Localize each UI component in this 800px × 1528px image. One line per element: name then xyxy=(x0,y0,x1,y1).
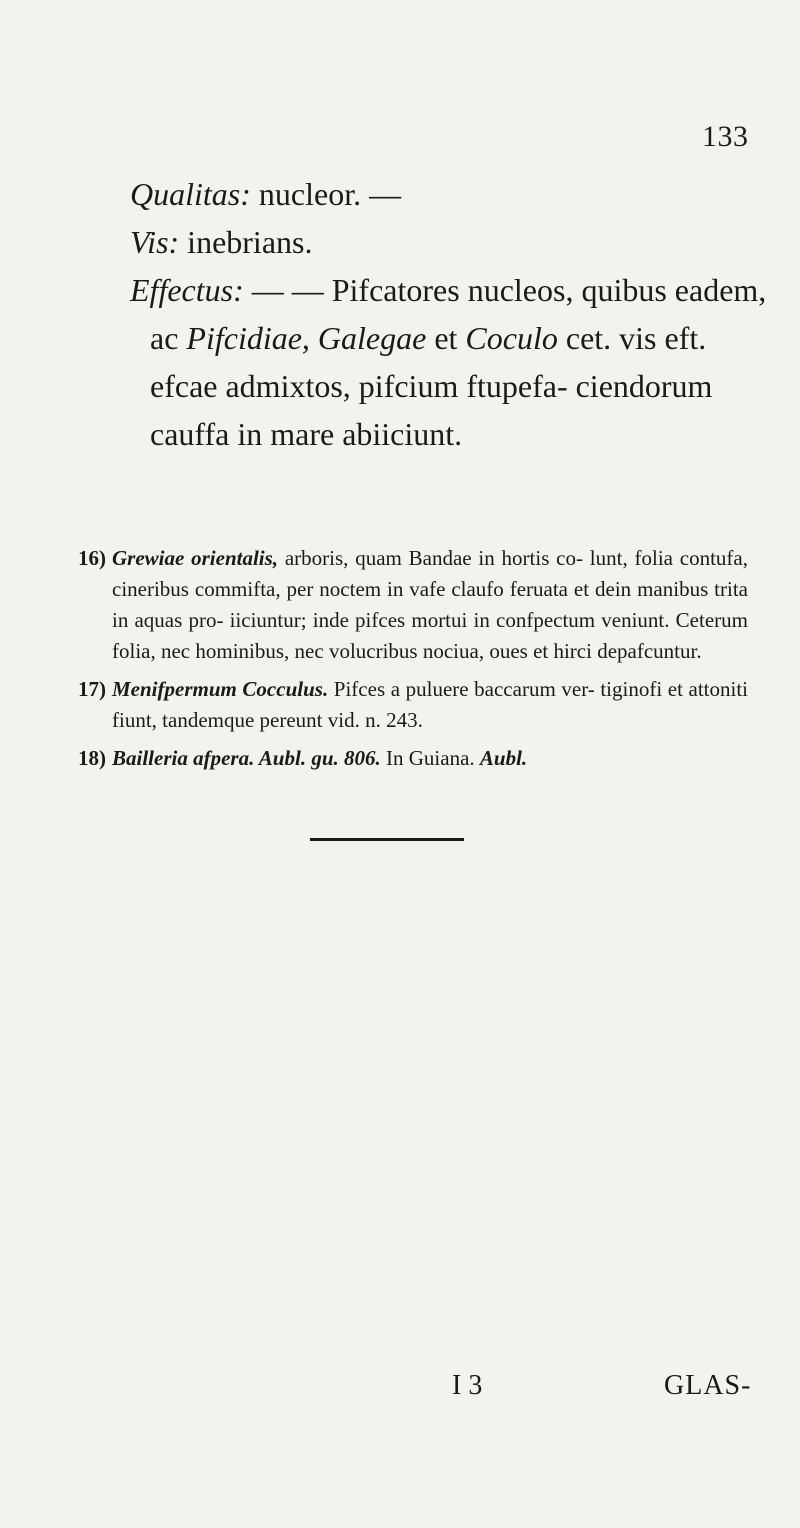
page-number: 133 xyxy=(702,120,749,153)
qualitas-value: nucleor. — xyxy=(250,176,402,212)
effectus-name-3: Coculo xyxy=(465,320,558,356)
qualitas-line xyxy=(130,170,770,218)
footnote-number: 17) xyxy=(78,677,106,701)
footnote-text: arboris, quam Bandae in hortis co- lunt, folia contufa, cineribus commifta, per noctem in vafe claufo feruata et dein manibus trita in aquas pro- iiciuntur; inde pifces mortui in confpectum veniunt. Ceterum folia, nec hominibus, nec volucribus nociua, oues et hirci depafcuntur. xyxy=(112,546,748,663)
vis-line xyxy=(130,218,770,266)
effectus-label: Effectus: xyxy=(130,272,244,308)
effectus-text-2: et xyxy=(426,320,466,356)
footnote-title-end: Aubl. xyxy=(479,746,528,770)
footnote-title: Grewiae orientalis, xyxy=(112,546,279,570)
footnote-number: 16) xyxy=(78,546,106,570)
section-divider xyxy=(310,838,464,841)
footnote-text: In Guiana. xyxy=(380,746,480,770)
effectus-text-3: cet. vis eft. efcae admixtos, pifcium ftupefa- ciendorum cauffa in mare abiiciunt. xyxy=(150,320,713,452)
footnote-title: Menifpermum Cocculus. xyxy=(112,677,329,701)
vis-value: inebrians. xyxy=(179,224,313,260)
footnote-text: Pifces a puluere baccarum ver- tiginofi et attoniti fiunt, tandemque pereunt vid. n. 243. xyxy=(112,677,748,732)
vis-label: Vis: xyxy=(130,224,180,260)
footnote xyxy=(78,674,748,736)
footnote xyxy=(78,543,748,667)
effectus-names: Pifcidiae, Galegae xyxy=(186,320,427,356)
footnote xyxy=(78,743,748,774)
footnote-title: Bailleria afpera. Aubl. gu. 806. xyxy=(112,746,381,770)
footnotes xyxy=(78,543,748,781)
main-text xyxy=(130,170,770,458)
effectus-text-1: — — Pifcatores nucleos, quibus eadem, ac xyxy=(150,272,767,356)
signature-mark: I 3 xyxy=(452,1370,483,1401)
effectus-paragraph xyxy=(130,266,770,458)
qualitas-label: Qualitas: xyxy=(130,176,251,212)
footnote-number: 18) xyxy=(78,746,106,770)
catchword: GLAS- xyxy=(664,1370,752,1401)
